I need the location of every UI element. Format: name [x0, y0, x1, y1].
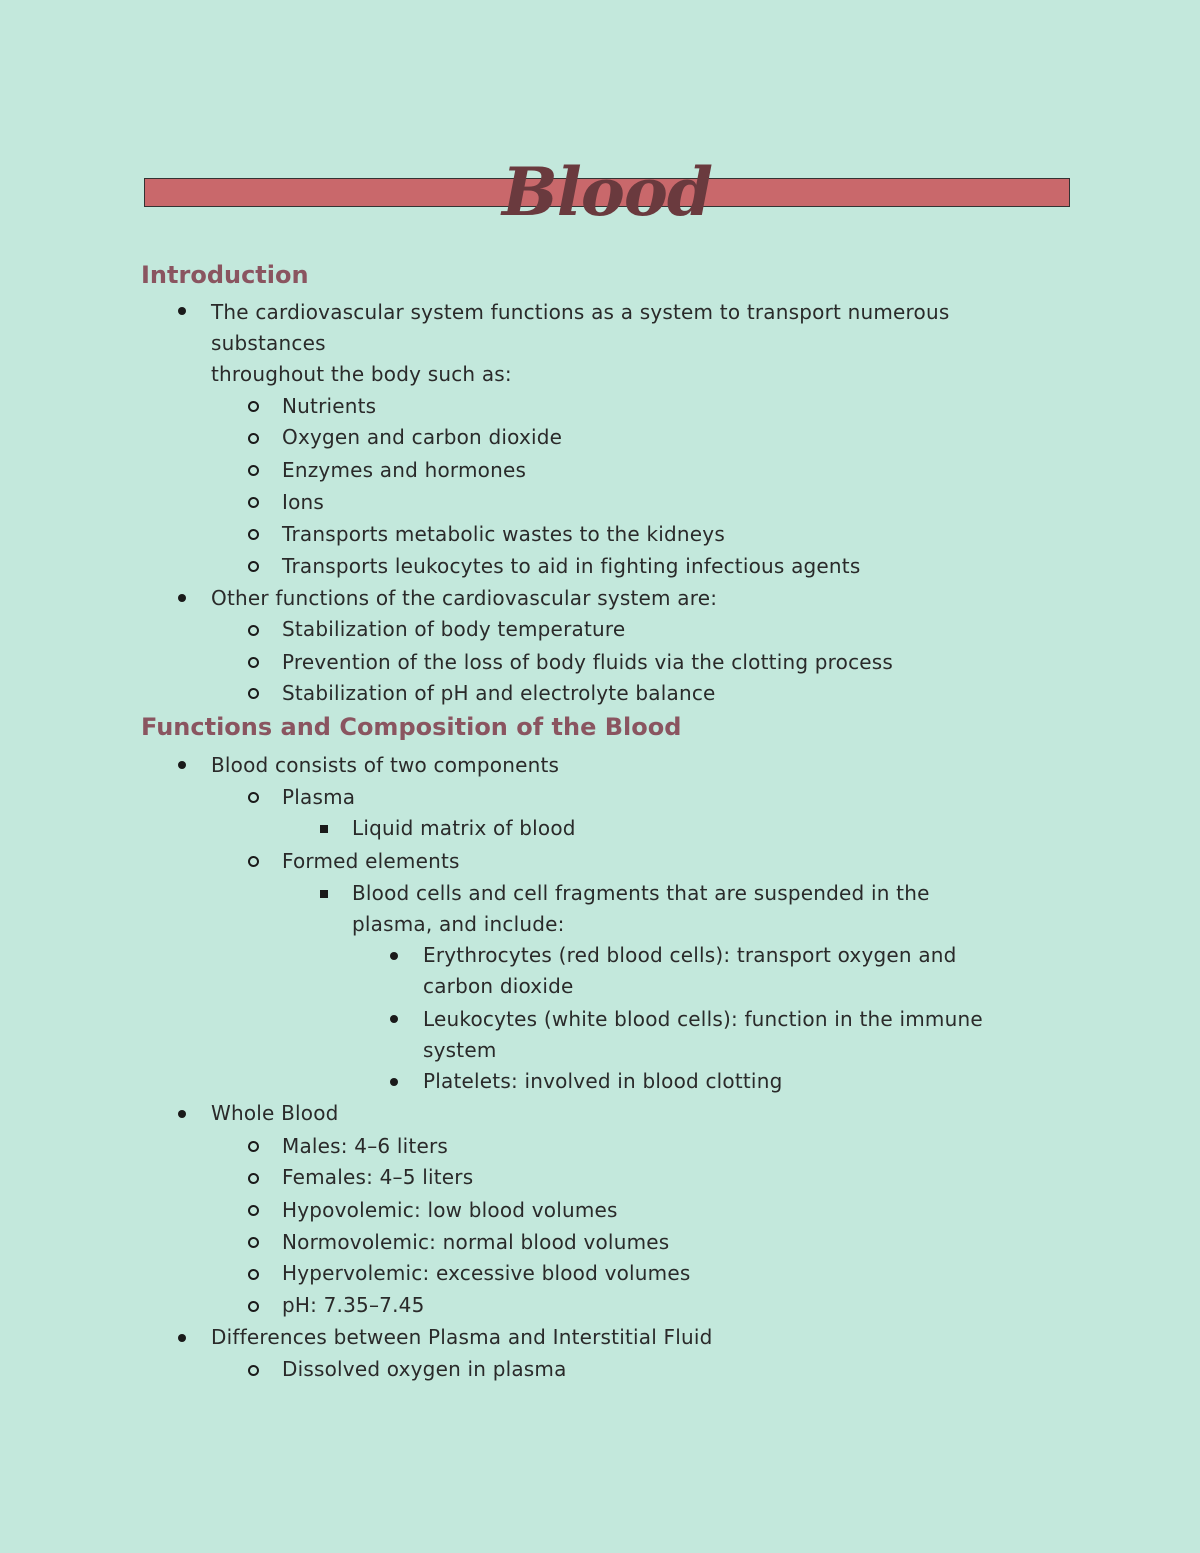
list-item-continuation: throughout the body such as:	[211, 362, 512, 386]
circle-bullet-icon	[247, 528, 261, 540]
list-item: Prevention of the loss of body fluids via the clotting process	[282, 650, 894, 674]
circle-bullet-icon	[247, 464, 261, 476]
list-item: Hypervolemic: excessive blood volumes	[282, 1261, 691, 1285]
circle-bullet-icon	[247, 687, 261, 699]
circle-bullet-icon	[247, 1364, 261, 1376]
list-item-continuation: system	[423, 1038, 497, 1062]
list-item: Nutrients	[282, 394, 377, 418]
bullet-icon	[388, 950, 400, 962]
list-item: Plasma	[282, 785, 356, 809]
list-item-continuation: carbon dioxide	[423, 974, 574, 998]
list-item: Stabilization of body temperature	[282, 617, 626, 641]
circle-bullet-icon	[247, 1204, 261, 1216]
circle-bullet-icon	[247, 1236, 261, 1248]
circle-bullet-icon	[247, 1300, 261, 1312]
circle-bullet-icon	[247, 656, 261, 668]
list-item: Transports metabolic wastes to the kidneys	[282, 522, 725, 546]
bullet-icon	[176, 1332, 188, 1344]
list-item: Erythrocytes (red blood cells): transport oxygen and	[423, 943, 957, 967]
list-item: pH: 7.35–7.45	[282, 1293, 425, 1317]
circle-bullet-icon	[247, 1140, 261, 1152]
list-item: Blood cells and cell fragments that are suspended in the	[352, 881, 930, 905]
list-item: Leukocytes (white blood cells): function in the immune	[423, 1007, 983, 1031]
list-item: Males: 4–6 liters	[282, 1134, 448, 1158]
list-item: Ions	[282, 490, 325, 514]
circle-bullet-icon	[247, 400, 261, 412]
page-title: Blood	[501, 153, 713, 231]
list-item-continuation: plasma, and include:	[352, 912, 565, 936]
list-item: Stabilization of pH and electrolyte balance	[282, 681, 716, 705]
list-item: The cardiovascular system functions as a system to transport numerous	[211, 300, 950, 324]
list-item: Other functions of the cardiovascular system are:	[211, 586, 718, 610]
list-item: Differences between Plasma and Interstitial Fluid	[211, 1325, 713, 1349]
section-heading-introduction: Introduction	[141, 261, 309, 289]
bullet-icon	[388, 1076, 400, 1088]
bullet-icon	[176, 592, 188, 604]
circle-bullet-icon	[247, 1172, 261, 1184]
circle-bullet-icon	[247, 496, 261, 508]
circle-bullet-icon	[247, 855, 261, 867]
list-item: Dissolved oxygen in plasma	[282, 1357, 567, 1381]
section-heading-functions: Functions and Composition of the Blood	[141, 713, 682, 741]
list-item: Blood consists of two components	[211, 753, 560, 777]
bullet-icon	[176, 759, 188, 771]
list-item: Transports leukocytes to aid in fighting infectious agents	[282, 554, 861, 578]
square-bullet-icon	[318, 888, 330, 900]
bullet-icon	[176, 305, 188, 317]
list-item: Formed elements	[282, 849, 460, 873]
circle-bullet-icon	[247, 624, 261, 636]
list-item: Platelets: involved in blood clotting	[423, 1069, 783, 1093]
circle-bullet-icon	[247, 1268, 261, 1280]
bullet-icon	[388, 1013, 400, 1025]
circle-bullet-icon	[247, 791, 261, 803]
bullet-icon	[176, 1108, 188, 1120]
circle-bullet-icon	[247, 432, 261, 444]
list-item: Enzymes and hormones	[282, 458, 527, 482]
square-bullet-icon	[318, 823, 330, 835]
list-item: Whole Blood	[211, 1101, 339, 1125]
list-item: Females: 4–5 liters	[282, 1165, 474, 1189]
list-item: Hypovolemic: low blood volumes	[282, 1198, 618, 1222]
circle-bullet-icon	[247, 560, 261, 572]
list-item: Liquid matrix of blood	[352, 816, 576, 840]
list-item: Oxygen and carbon dioxide	[282, 425, 563, 449]
list-item: Normovolemic: normal blood volumes	[282, 1230, 670, 1254]
list-item-continuation: substances	[211, 331, 326, 355]
